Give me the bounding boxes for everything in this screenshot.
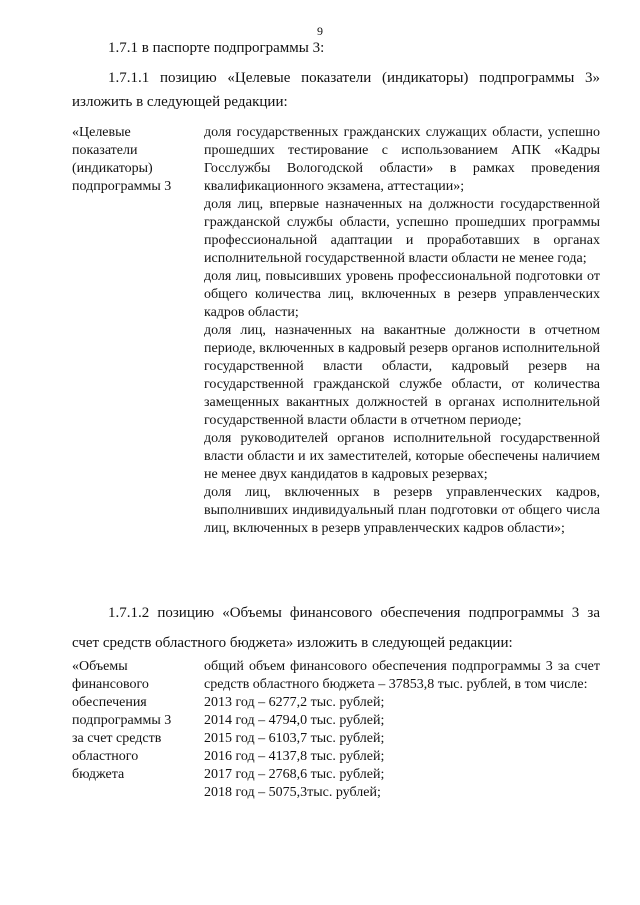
funding-label-line: «Объемы: [72, 659, 128, 674]
funding-year-row: 2017 год – 2768,6 тыс. рублей;: [204, 767, 385, 782]
funding-label: [72, 658, 194, 784]
funding-label-line: финансового: [72, 677, 149, 692]
funding-label-line: обеспечения: [72, 695, 147, 710]
indicator-item: доля лиц, включенных в резерв управленческих кадров, выполнивших индивидуальный план подготовки от общего числа лиц, включенных в резерв управленческих кадров области»;: [204, 485, 600, 536]
paragraph-1-7-1-2: 1.7.1.2 позицию «Объемы финансового обеспечения подпрограммы 3 за счет средств областного бюджета» изложить в следующей редакции:: [72, 605, 600, 651]
indicator-item: доля государственных гражданских служащих области, успешно прошедших тестирование с использованием АПК «Кадры Госслужбы Вологодской области» в рамках проведения квалификационного экзамена, аттестации»;: [204, 125, 600, 194]
funding-label-line: за счет средств: [72, 731, 162, 746]
indicator-item: доля лиц, назначенных на вакантные должности в отчетном периоде, включенных в кадровый резерв органов исполнительной государственной власти области, кадровый резерв на государственной гражданской службе области, от количества замещенных вакантных должностей в органах исполнительной государственной власти области в отчетном периоде;: [204, 323, 600, 428]
funding-year-row: 2018 год – 5075,3тыс. рублей;: [204, 785, 381, 800]
funding-total: общий объем финансового обеспечения подпрограммы 3 за счет средств областного бюджета – 37853,8 тыс. рублей, в том числе:: [204, 659, 600, 692]
funding-year-row: 2016 год – 4137,8 тыс. рублей;: [204, 749, 385, 764]
funding-label-line: бюджета: [72, 767, 125, 782]
indicators-label: «Целевые показатели (индикаторы) подпрограммы 3: [72, 125, 172, 194]
page-number: 9: [317, 24, 323, 38]
paragraph-1-7-1: 1.7.1 в паспорте подпрограммы 3:: [108, 40, 325, 56]
funding-label-line: подпрограммы 3: [72, 713, 172, 728]
funding-year-row: 2014 год – 4794,0 тыс. рублей;: [204, 713, 385, 728]
indicators-list: [204, 124, 600, 538]
paragraph-1-7-1-1: 1.7.1.1 позицию «Целевые показатели (индикаторы) подпрограммы 3» изложить в следующей редакции:: [72, 70, 600, 110]
indicator-item: доля руководителей органов исполнительной государственной власти области и их заместителей, которые обеспечены наличием не менее двух кандидатов в кадровых резервах;: [204, 431, 600, 482]
indicator-item: доля лиц, впервые назначенных на должности государственной гражданской службы области, успешно прошедших программы профессиональной адаптации и проработавших в органах исполнительной государственной власти области не менее года;: [204, 197, 600, 266]
funding-label-line: областного: [72, 749, 139, 764]
funding-year-row: 2015 год – 6103,7 тыс. рублей;: [204, 731, 385, 746]
funding-year-row: 2013 год – 6277,2 тыс. рублей;: [204, 695, 385, 710]
funding-values: [204, 658, 600, 802]
indicator-item: доля лиц, повысивших уровень профессиональной подготовки от общего количества лиц, включенных в резерв управленческих кадров области;: [204, 269, 600, 320]
